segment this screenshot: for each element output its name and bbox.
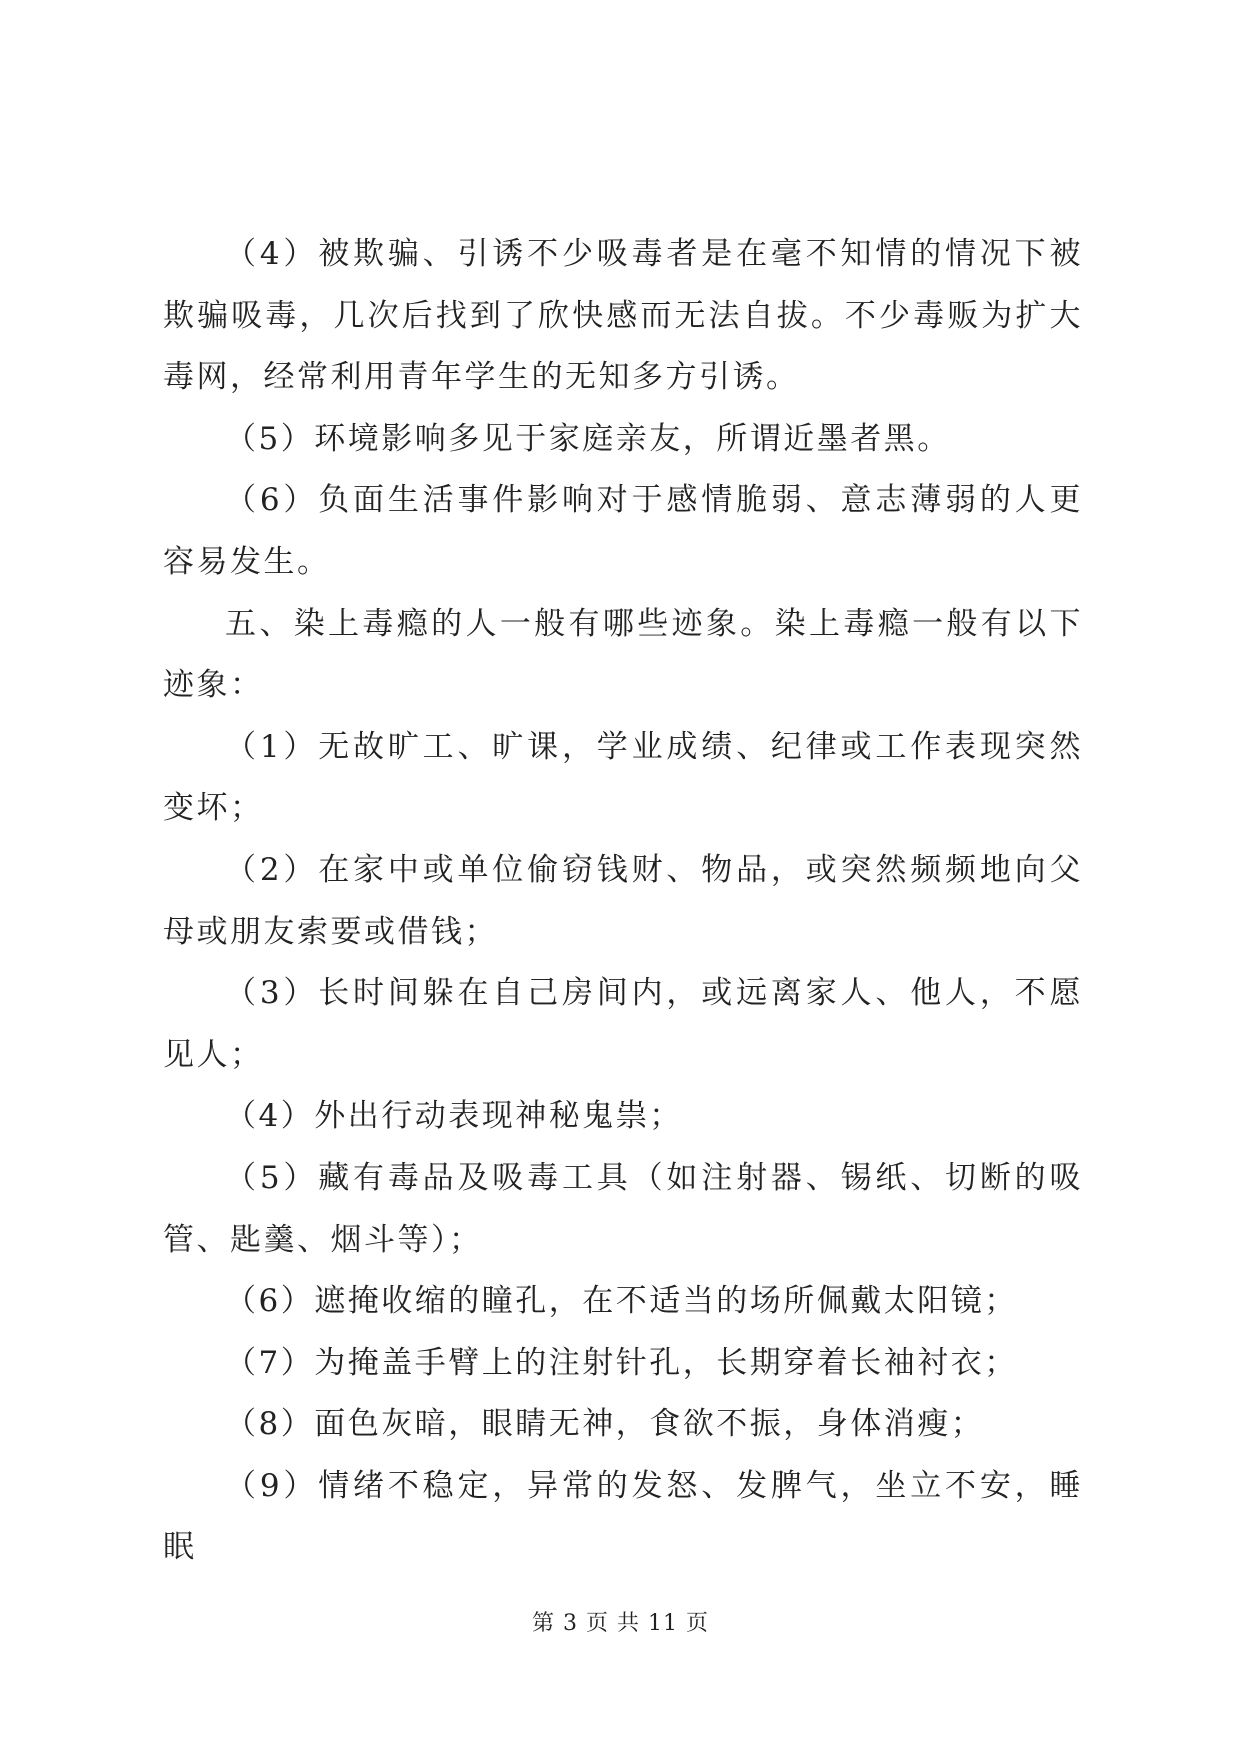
list-item-sign-4: （4）外出行动表现神秘鬼祟；: [225, 1098, 683, 1135]
list-item-sign-3: （3）长时间躲在自己房间内，或远离家人、他人，不愿见人；: [163, 975, 1083, 1073]
document-body: [163, 224, 1083, 1579]
paragraph-life-events: （6）负面生活事件影响对于感情脆弱、意志薄弱的人更容易发生。: [163, 482, 1083, 580]
page-footer: 第 3 页 共 11 页: [532, 1611, 709, 1636]
list-item-sign-1: （1）无故旷工、旷课，学业成绩、纪律或工作表现突然变坏；: [163, 728, 1083, 827]
section-heading-signs: 五、染上毒瘾的人一般有哪些迹象。染上毒瘾一般有以下迹象：: [163, 605, 1083, 704]
list-item-sign-5: （5）藏有毒品及吸毒工具（如注射器、锡纸、切断的吸管、匙羹、烟斗等）；: [163, 1159, 1083, 1258]
list-item-sign-7: （7）为掩盖手臂上的注射针孔，长期穿着长袖衬衣；: [225, 1344, 1018, 1381]
paragraph-deceived: （4）被欺骗、引诱不少吸毒者是在毫不知情的情况下被欺骗吸毒，几次后找到了欣快感而无法自拔。不少毒贩为扩大毒网，经常利用青年学生的无知多方引诱。: [163, 236, 1083, 396]
paragraph-environment: （5）环境影响多见于家庭亲友，所谓近墨者黑。: [225, 420, 951, 457]
list-item-sign-9: （9）情绪不稳定，异常的发怒、发脾气，坐立不安，睡眠: [163, 1467, 1083, 1566]
list-item-sign-6: （6）遮掩收缩的瞳孔，在不适当的场所佩戴太阳镜；: [225, 1283, 1018, 1320]
list-item-sign-8: （8）面色灰暗，眼睛无神，食欲不振，身体消瘦；: [225, 1406, 985, 1443]
list-item-sign-2: （2）在家中或单位偷窃钱财、物品，或突然频频地向父母或朋友索要或借钱；: [163, 851, 1083, 950]
